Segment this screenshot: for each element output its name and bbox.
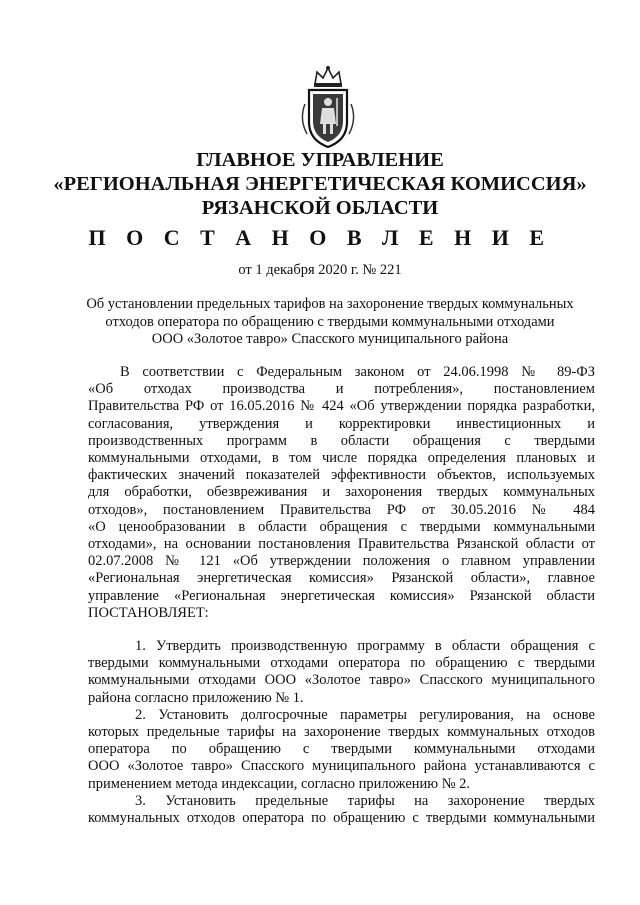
subject-line: ООО «Золотое тавро» Спасского муниципального района	[151, 331, 509, 347]
text-line: согласования, утверждения и корректировки инвестиционных и	[88, 415, 595, 432]
text-line: ООО «Золотое тавро» Спасского муниципального района устанавливаются с	[88, 758, 595, 775]
issuer-header	[40, 148, 600, 220]
preamble-paragraph	[88, 364, 595, 622]
text-line: «Об отходах производства и потребления», постановлением	[88, 381, 595, 398]
text-line: В соответствии с Федеральным законом от 24.06.1998 № 89-ФЗ	[120, 364, 595, 380]
text-line: коммунальных отходов оператора по обращению с твердыми коммунальными	[88, 810, 595, 827]
subject-line: отходов оператора по обращению с твердыми коммунальными отходами	[105, 313, 555, 330]
text-line: коммунальными отходами, в том числе порядка определения плановых и	[88, 450, 595, 467]
text-line: для обработки, обезвреживания и захоронения твердых коммунальных	[88, 484, 595, 501]
subject-line: Об установлении предельных тарифов на захоронение твердых коммунальных	[86, 296, 574, 312]
ryazan-coat-of-arms-icon	[297, 64, 359, 150]
document-date: от 1 декабря 2020 г. № 221	[238, 262, 402, 278]
document-body	[88, 364, 595, 827]
text-line: 02.07.2008 № 121 «Об утверждении положения о главном управлении	[88, 553, 595, 570]
text-line: которых предельные тарифы на захоронение твердых коммунальных отходов	[88, 724, 595, 741]
text-line: 3. Установить предельные тарифы на захоронение твердых	[135, 792, 595, 809]
item-2-paragraph	[88, 707, 595, 793]
document-title: П О С Т А Н О В Л Е Н И Е	[88, 225, 552, 250]
text-line: применением метода индексации, согласно приложению № 2.	[88, 775, 471, 792]
text-line: отходами», на основании постановления Правительства Рязанской области от	[88, 536, 595, 553]
item-3-paragraph	[88, 793, 595, 827]
text-line: 2. Установить долгосрочные параметры регулирования, на основе	[135, 706, 595, 723]
text-line: 1. Утвердить производственную программу в области обращения с	[135, 638, 595, 655]
text-line: района согласно приложению № 1.	[88, 689, 304, 706]
text-line: Правительства РФ от 16.05.2016 № 424 «Об утверждении порядка разработки,	[88, 398, 595, 415]
document-subject	[70, 296, 590, 349]
text-line: «Региональная энергетическая комиссия» Рязанской области», главное	[88, 570, 595, 587]
text-line: оператора по обращению с твердыми коммунальными отходами	[88, 741, 595, 758]
text-line: твердыми коммунальными отходами оператора по обращению с твердыми	[88, 655, 595, 672]
text-line: управление «Региональная энергетическая комиссия» Рязанской области	[88, 587, 595, 604]
header-line-3: РЯЗАНСКОЙ ОБЛАСТИ	[201, 197, 439, 219]
text-line: ПОСТАНОВЛЯЕТ:	[88, 604, 209, 621]
header-line-1: ГЛАВНОЕ УПРАВЛЕНИЕ	[196, 149, 444, 171]
text-line: фактических значений показателей эффективности объектов, используемых	[88, 467, 595, 484]
text-line: коммунальными отходами ООО «Золотое тавро» Спасского муниципального	[88, 672, 595, 689]
text-line: производственных программ в области обращения с твердыми	[88, 432, 595, 449]
text-line: «О ценообразовании в области обращения с твердыми коммунальными	[88, 518, 595, 535]
item-1-paragraph	[88, 638, 595, 707]
text-line: отходов», постановлением Правительства РФ от 30.05.2016 № 484	[88, 501, 595, 518]
header-line-2: «РЕГИОНАЛЬНАЯ ЭНЕРГЕТИЧЕСКАЯ КОМИССИЯ»	[53, 173, 587, 195]
